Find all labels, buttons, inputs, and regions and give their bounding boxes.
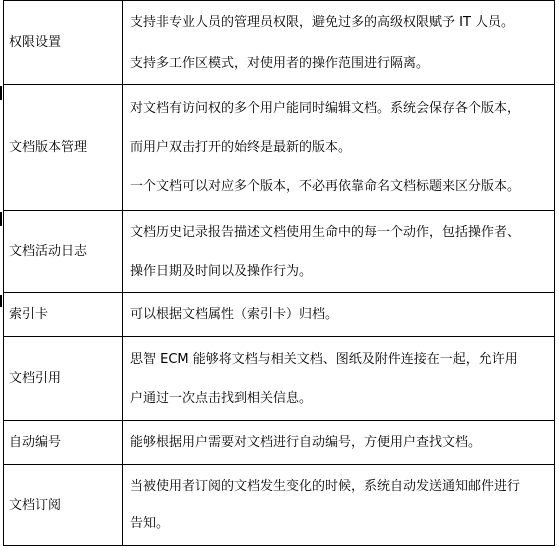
description-line: 告知。 (130, 516, 170, 531)
description-line: 可以根据文档属性（索引卡）归档。 (130, 307, 339, 322)
description-line: 户通过一次点击找到相关信息。 (130, 390, 313, 406)
description-line: 操作日期及时间以及操作行为。 (130, 263, 313, 279)
table-row (4, 211, 555, 293)
table-row (4, 465, 555, 546)
feature-name: 文档订阅 (4, 465, 123, 546)
description-line: 文档历史记录报告描述文档使用生命中的每一个动作，包括操作者、 (130, 224, 521, 240)
description-line: 能够根据用户需要对文档进行自动编号，方便用户查找文档。 (130, 435, 482, 450)
feature-name: 权限设置 (4, 1, 123, 85)
feature-table-body (4, 1, 555, 546)
feature-description (123, 211, 555, 293)
description-line: 思智 ECM 能够将文档与相关文档、图纸及附件连接在一起，允许用 (130, 351, 518, 367)
feature-name: 文档引用 (4, 337, 123, 421)
feature-name: 索引卡 (4, 293, 123, 337)
feature-description (123, 1, 555, 85)
left-edge-mark (0, 295, 2, 307)
left-edge-mark (0, 212, 2, 226)
description-line: 而用户双击打开的始终是最新的版本。 (130, 140, 352, 155)
feature-table (3, 0, 555, 546)
table-row (4, 337, 555, 421)
table-row (4, 421, 555, 465)
description-line: 对文档有访问权的多个用户能同时编辑文档。系统会保存各个版本， (130, 101, 521, 116)
feature-description (123, 85, 555, 211)
feature-description (123, 337, 555, 421)
description-line: 支持非专业人员的管理员权限，避免过多的高级权限赋予 IT 人员。 (130, 14, 515, 30)
feature-description (123, 293, 555, 337)
description-line: 支持多工作区模式，对使用者的操作范围进行隔离。 (130, 55, 430, 71)
description-line: 当被使用者订阅的文档发生变化的时候，系统自动发送通知邮件进行 (130, 479, 521, 494)
feature-name: 文档活动日志 (4, 211, 123, 293)
feature-name: 文档版本管理 (4, 85, 123, 211)
table-row (4, 293, 555, 337)
feature-description (123, 421, 555, 465)
table-row (4, 85, 555, 211)
feature-name: 自动编号 (4, 421, 123, 465)
description-line: 一个文档可以对应多个版本，不必再依靠命名文档标题来区分版本。 (130, 179, 521, 194)
table-row (4, 1, 555, 85)
left-edge-mark (0, 86, 2, 100)
feature-description (123, 465, 555, 546)
